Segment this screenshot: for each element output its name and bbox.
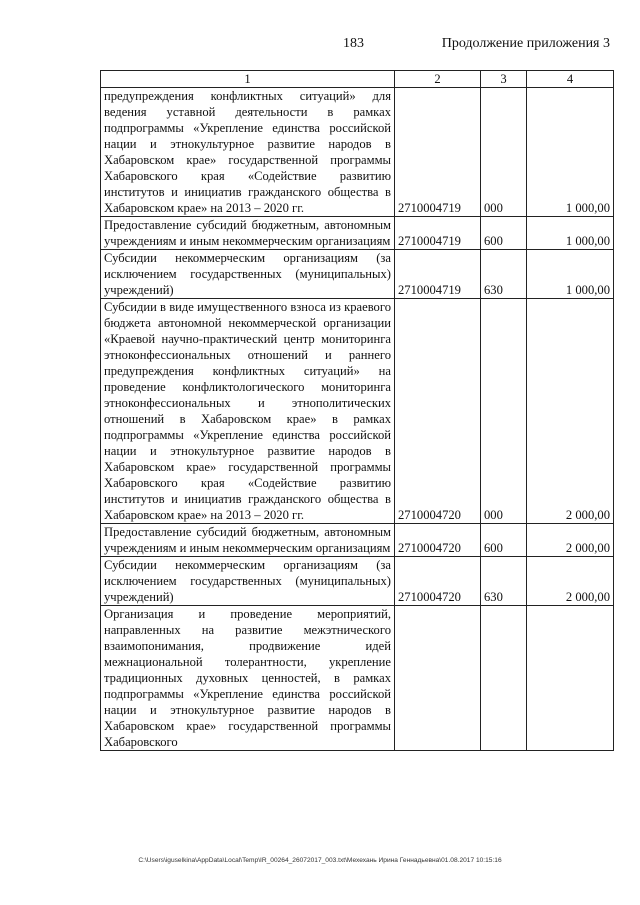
row-expense-type: [481, 606, 527, 751]
row-code: [395, 606, 481, 751]
continuation-label: Продолжение приложения 3: [441, 36, 610, 51]
row-amount: 1 000,00: [527, 250, 614, 299]
row-name: Предоставление субсидий бюджетным, автономным учреждениям и иным некоммерческим организациям: [101, 217, 395, 250]
column-header-row: [101, 71, 614, 88]
row-expense-type: 000: [481, 88, 527, 217]
row-code: 2710004720: [395, 557, 481, 606]
page-header: [0, 36, 640, 56]
row-code: 2710004720: [395, 524, 481, 557]
row-code: 2710004720: [395, 299, 481, 524]
footer-file-path: C:\Users\iguselkina\AppData\Local\Temp\IR_00264_26072017_003.txt\Мехехань Ирина Геннадьевна\01.08.2017 10:15:16: [138, 857, 502, 864]
row-expense-type: 600: [481, 217, 527, 250]
column-header-4: 4: [527, 71, 614, 88]
row-expense-type: 000: [481, 299, 527, 524]
row-name: Субсидии в виде имущественного взноса из краевого бюджета автономной некоммерческой организации «Краевой научно-практический центр мониторинга этноконфессиональных отношений и раннего предупреждения конфликтных ситуаций» на проведение конфликтологического мониторинга этноконфессиональных и этнополитических отношений в Хабаровском крае» в рамках подпрограммы «Укрепление единства российской нации и этнокультурное развитие народов в Хабаровском крае» государственной программы Хабаровского края «Содействие развитию институтов и инициатив гражданского общества в Хабаровском крае» на 2013 – 2020 гг.: [101, 299, 395, 524]
table-row: [101, 217, 614, 250]
table-row: [101, 606, 614, 751]
page-number: 183: [343, 36, 364, 51]
column-header-1: 1: [101, 71, 395, 88]
row-expense-type: 600: [481, 524, 527, 557]
row-amount: 2 000,00: [527, 524, 614, 557]
row-code: 2710004719: [395, 217, 481, 250]
row-amount: 1 000,00: [527, 217, 614, 250]
table-row: [101, 299, 614, 524]
column-header-3: 3: [481, 71, 527, 88]
row-expense-type: 630: [481, 250, 527, 299]
row-amount: 2 000,00: [527, 557, 614, 606]
row-name: Субсидии некоммерческим организациям (за исключением государственных (муниципальных) учреждений): [101, 557, 395, 606]
budget-table: [100, 70, 614, 751]
row-code: 2710004719: [395, 250, 481, 299]
row-code: 2710004719: [395, 88, 481, 217]
row-name: Предоставление субсидий бюджетным, автономным учреждениям и иным некоммерческим организациям: [101, 524, 395, 557]
column-header-2: 2: [395, 71, 481, 88]
row-name: предупреждения конфликтных ситуаций» для ведения уставной деятельности в рамках подпрограммы «Укрепление единства российской нации и этнокультурное развитие народов в Хабаровском крае» государственной программы Хабаровского края «Содействие развитию институтов и инициатив гражданского общества в Хабаровском крае» на 2013 – 2020 гг.: [101, 88, 395, 217]
table-row: [101, 524, 614, 557]
row-name: Субсидии некоммерческим организациям (за исключением государственных (муниципальных) учреждений): [101, 250, 395, 299]
table-row: [101, 88, 614, 217]
table-row: [101, 250, 614, 299]
row-name: Организация и проведение мероприятий, направленных на развитие межэтнического взаимопонимания, продвижение идей межнациональной толерантности, укрепление традиционных духовных ценностей, в рамках подпрограммы «Укрепление единства российской нации и этнокультурное развитие народов в Хабаровском крае» государственной программы Хабаровского: [101, 606, 395, 751]
table-row: [101, 557, 614, 606]
row-amount: [527, 606, 614, 751]
row-expense-type: 630: [481, 557, 527, 606]
row-amount: 1 000,00: [527, 88, 614, 217]
row-amount: 2 000,00: [527, 299, 614, 524]
